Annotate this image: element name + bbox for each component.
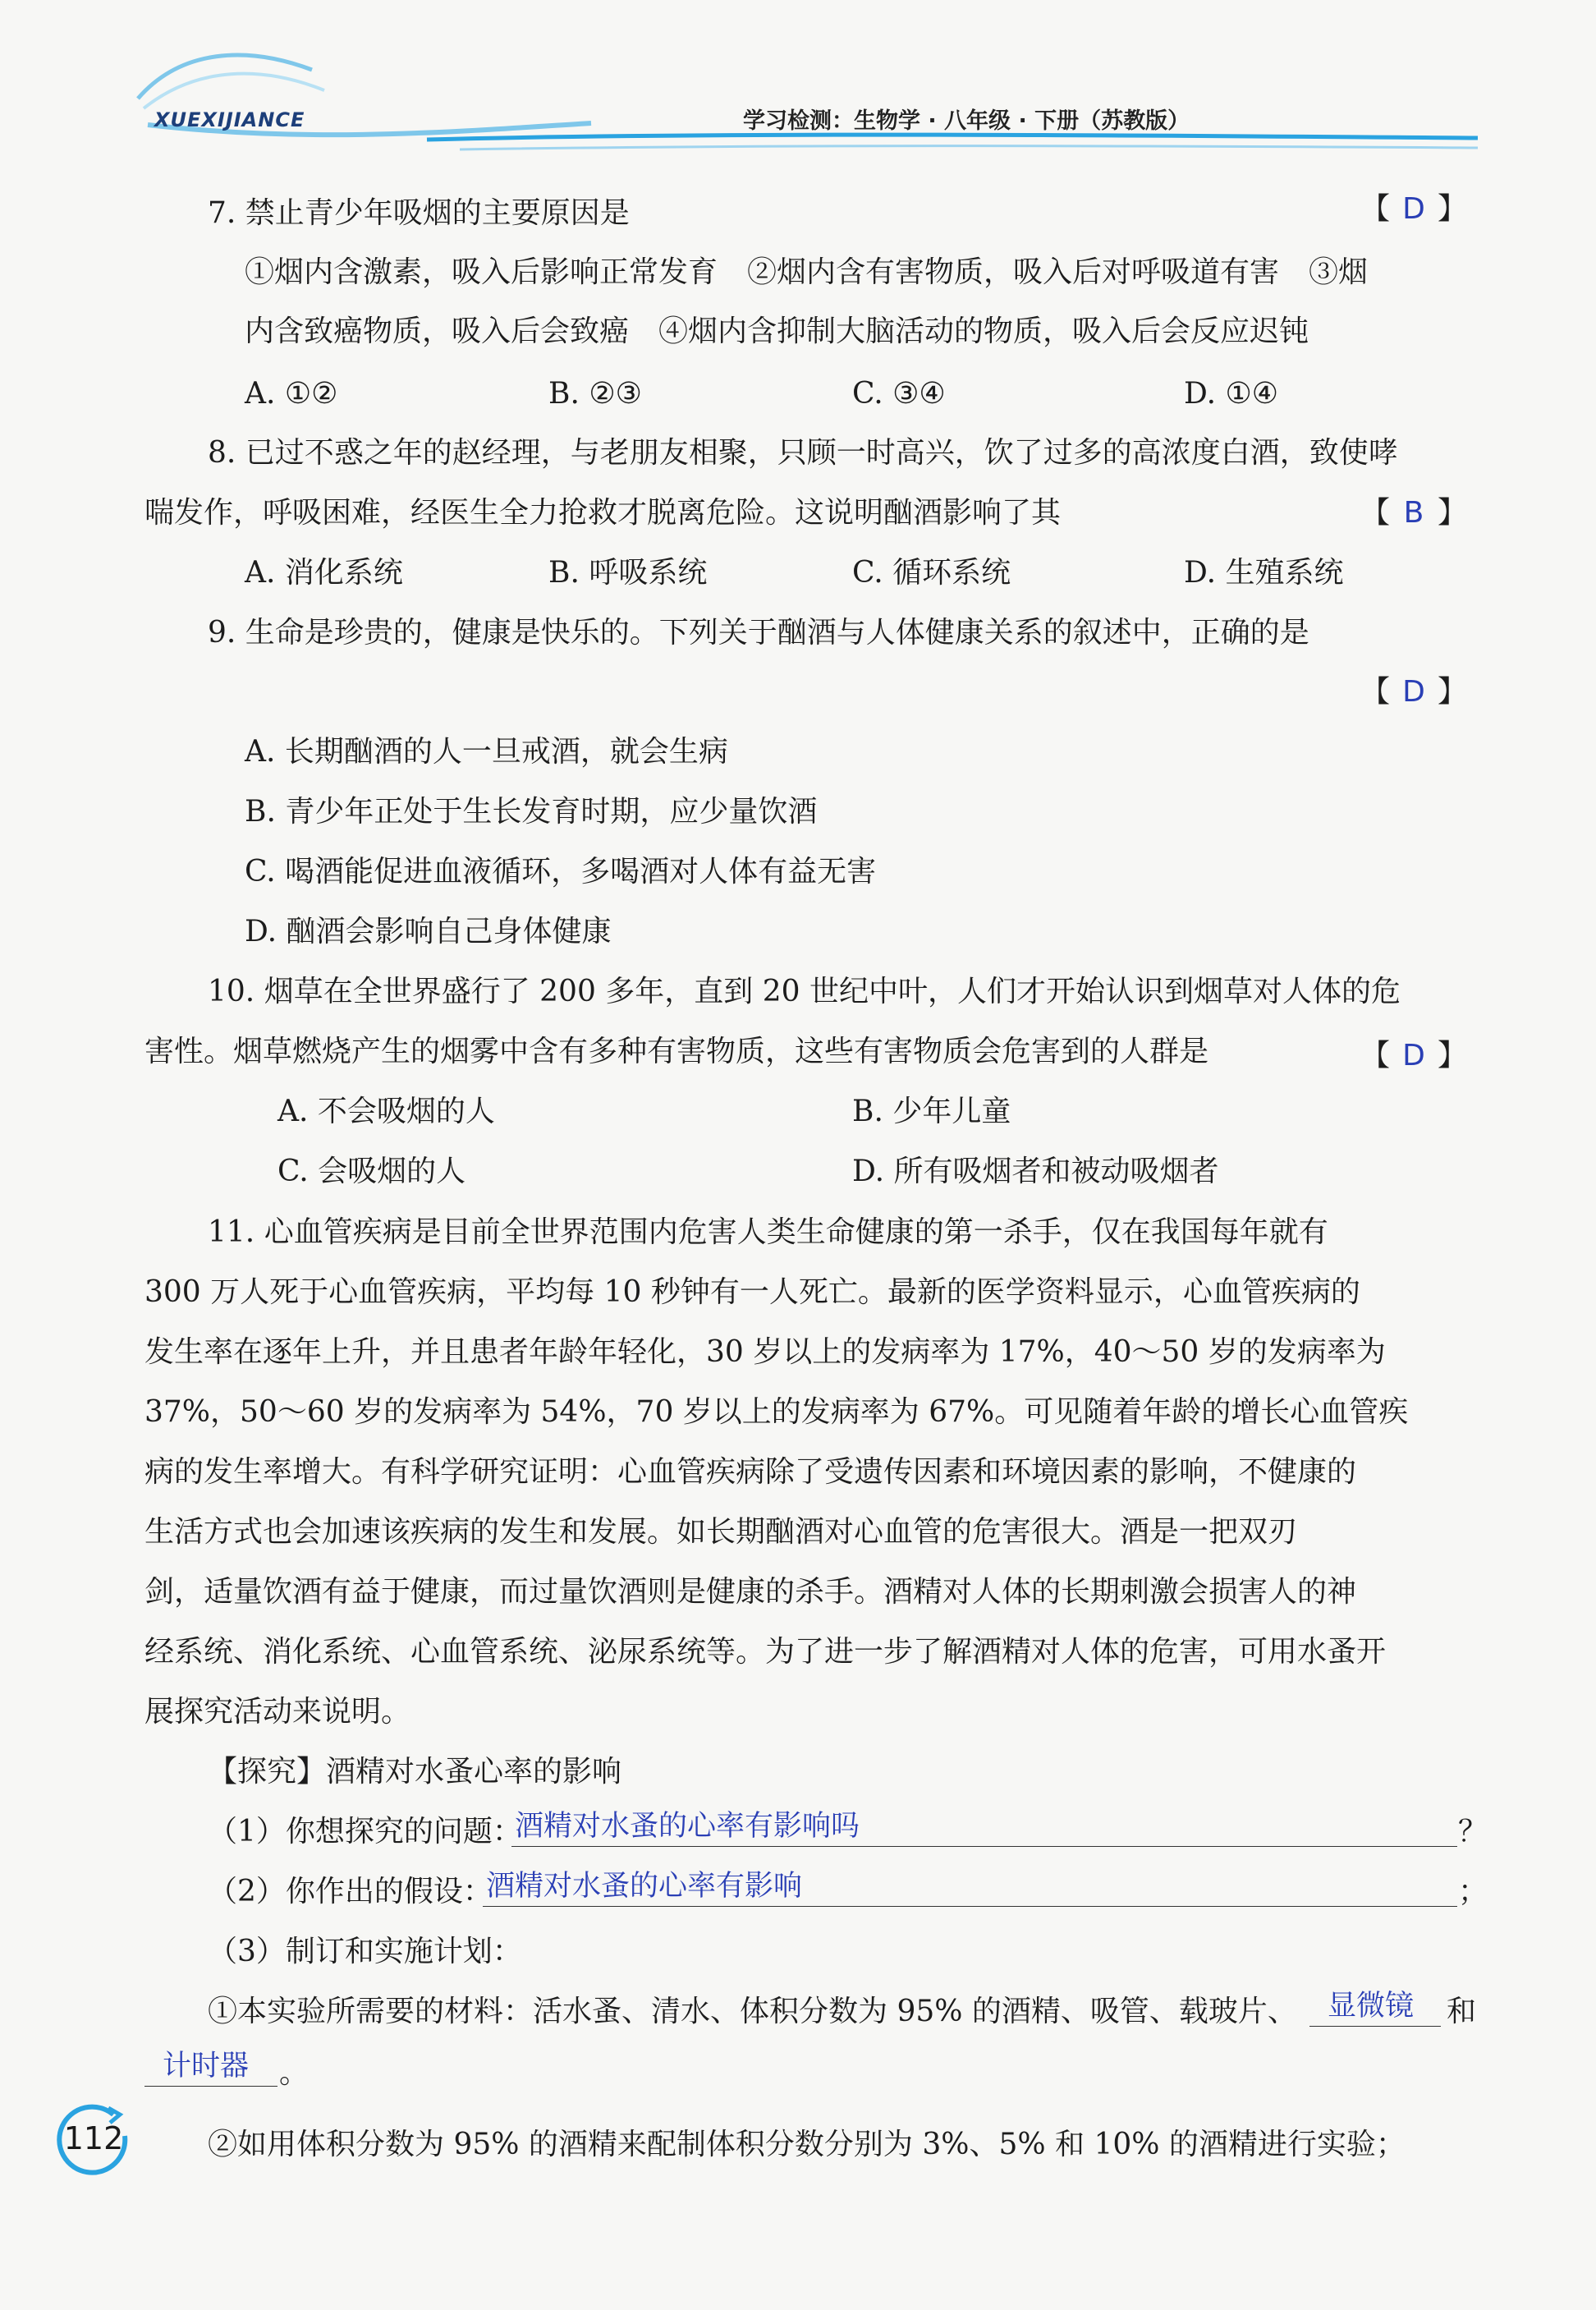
p3-1-answer2-blank	[144, 2050, 277, 2087]
q8-answer: B	[1403, 496, 1424, 530]
header-decoration	[0, 0, 1596, 189]
q10-option-a: A. 不会吸烟的人	[277, 1095, 495, 1128]
q8-option-b: B. 呼吸系统	[548, 556, 708, 590]
q7-line2: 内含致癌物质，吸入后会致癌 ④烟内含抑制大脑活动的物质，吸入后会反应迟钝	[245, 315, 1309, 348]
q8-line2: 喘发作，呼吸困难，经医生全力抢救才脱离危险。这说明酗酒影响了其	[144, 496, 1062, 530]
q10-option-c: C. 会吸烟的人	[277, 1155, 466, 1188]
q11-passage-line: 展探究活动来说明。	[144, 1695, 411, 1729]
p1-answer: 酒精对水蚤的心率有影响吗	[515, 1810, 860, 1843]
p2-label: （2）你作出的假设：	[208, 1875, 493, 1908]
q10-option-d: D. 所有吸烟者和被动吸烟者	[852, 1155, 1219, 1188]
p3-1-answer2: 计时器	[163, 2050, 250, 2083]
q8-option-c: C. 循环系统	[852, 556, 1011, 590]
q10-line1: 10. 烟草在全世界盛行了 200 多年，直到 20 世纪中叶，人们才开始认识到烟草对人体的危	[208, 975, 1401, 1008]
q7-answer-box: 【 D 】	[1360, 192, 1468, 226]
q10-option-b: B. 少年儿童	[852, 1095, 1011, 1128]
p1-label: （1）你想探究的问题：	[208, 1815, 522, 1848]
q10-answer-box: 【 D 】	[1360, 1039, 1468, 1072]
q9-answer-box: 【 D 】	[1360, 675, 1468, 709]
q11-passage-line: 经系统、消化系统、心血管系统、泌尿系统等。为了进一步了解酒精对人体的危害，可用水蚤开	[144, 1635, 1387, 1669]
p1-end: ？	[1458, 1815, 1488, 1848]
q7-option-d: D. ①④	[1184, 377, 1279, 411]
q11-passage-line: 发生率在逐年上升，并且患者年龄年轻化，30 岁以上的发病率为 17%，40～50 岁的发病率为	[144, 1335, 1386, 1369]
p3-2-text: ②如用体积分数为 95% 的酒精来配制体积分数分别为 3%、5% 和 10% 的酒精进行实验；	[208, 2128, 1406, 2161]
explore-title: 【探究】酒精对水蚤心率的影响	[208, 1755, 622, 1789]
p3-1-answer: 显微镜	[1328, 1990, 1415, 2023]
q11-passage-line: 生活方式也会加速该疾病的发生和发展。如长期酗酒对心血管的危害很大。酒是一把双刃	[144, 1515, 1298, 1549]
q9-option-d: D. 酗酒会影响自己身体健康	[245, 915, 612, 948]
q7-option-b: B. ②③	[548, 377, 642, 411]
p2-end: ；	[1458, 1875, 1488, 1908]
q7-option-c: C. ③④	[852, 377, 946, 411]
p2-answer: 酒精对水蚤的心率有影响	[486, 1870, 803, 1903]
q7-line1: ①烟内含激素，吸入后影响正常发育 ②烟内含有害物质，吸入后对呼吸道有害 ③烟	[245, 255, 1369, 289]
p3-1-and: 和	[1447, 1995, 1477, 2028]
q9-stem: 9. 生命是珍贵的，健康是快乐的。下列关于酗酒与人体健康关系的叙述中，正确的是	[208, 616, 1309, 650]
q8-option-d: D. 生殖系统	[1184, 556, 1344, 590]
q8-answer-box: 【 B 】	[1360, 496, 1468, 530]
page-number: 112	[63, 2120, 124, 2156]
p3-1-answer-blank	[1309, 1990, 1441, 2027]
q11-passage-line: 37%，50～60 岁的发病率为 54%，70 岁以上的发病率为 67%。可见随着年龄的增长心血管疾	[144, 1395, 1409, 1429]
q8-option-a: A. 消化系统	[245, 556, 403, 590]
book-title: 学习检测：生物学 · 八年级 · 下册（苏教版）	[743, 108, 1190, 134]
p1-answer-blank	[511, 1810, 1457, 1847]
q10-answer: D	[1402, 1039, 1425, 1072]
q11-passage-line: 300 万人死于心血管疾病，平均每 10 秒钟有一人死亡。最新的医学资料显示，心血管疾病的	[144, 1275, 1360, 1309]
q8-line1: 8. 已过不惑之年的赵经理，与老朋友相聚，只顾一时高兴，饮了过多的高浓度白酒，致使哮	[208, 436, 1398, 470]
q10-line2: 害性。烟草燃烧产生的烟雾中含有多种有害物质，这些有害物质会危害到的人群是	[144, 1035, 1209, 1068]
q7-answer: D	[1402, 192, 1425, 226]
q11-passage-line: 剑，适量饮酒有益于健康，而过量饮酒则是健康的杀手。酒精对人体的长期刺激会损害人的神	[144, 1575, 1357, 1609]
page-header	[0, 0, 1596, 189]
p3-1-end: 。	[279, 2056, 310, 2090]
q9-option-c: C. 喝酒能促进血液循环，多喝酒对人体有益无害	[245, 855, 877, 889]
q9-answer: D	[1402, 675, 1425, 709]
q7-stem: 7. 禁止青少年吸烟的主要原因是	[208, 196, 630, 230]
brand-logo-text: XUEXIJIANCE	[154, 108, 305, 131]
q11-passage-line: 11. 心血管疾病是目前全世界范围内危害人类生命健康的第一杀手，仅在我国每年就有	[208, 1215, 1328, 1249]
p3-1-text: ①本实验所需要的材料：活水蚤、清水、体积分数为 95% 的酒精、吸管、载玻片、	[208, 1995, 1297, 2028]
q9-option-a: A. 长期酗酒的人一旦戒酒，就会生病	[245, 735, 728, 769]
q11-passage-line: 病的发生率增大。有科学研究证明：心血管疾病除了受遗传因素和环境因素的影响，不健康的	[144, 1455, 1357, 1489]
p3-label: （3）制订和实施计划：	[208, 1935, 522, 1968]
q7-option-a: A. ①②	[245, 377, 338, 411]
p2-answer-blank	[483, 1870, 1457, 1907]
q9-option-b: B. 青少年正处于生长发育时期，应少量饮酒	[245, 795, 818, 829]
